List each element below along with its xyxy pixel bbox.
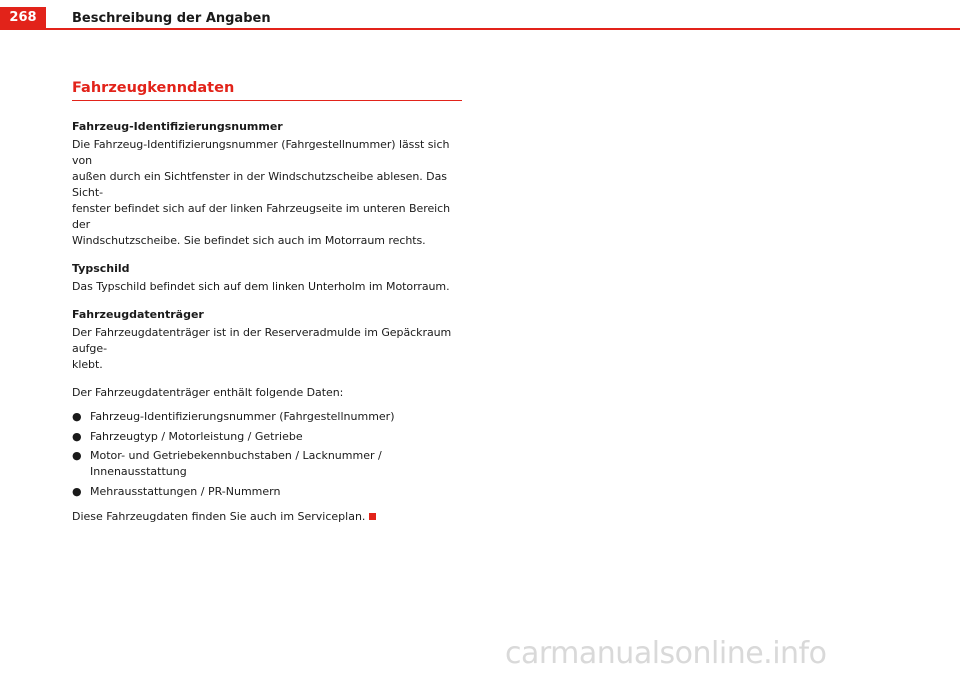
datentraeger-paragraph <box>72 325 462 373</box>
bullet-icon: ● <box>72 429 82 443</box>
bullet-icon: ● <box>72 484 82 498</box>
vin-paragraph <box>72 137 462 249</box>
bullet-icon: ● <box>72 410 82 423</box>
watermark: carmanualsonline.info <box>505 636 827 671</box>
datentraeger-line: Der Fahrzeugdatenträger ist in der Reserveradmulde im Gepäckraum aufge- <box>72 326 452 355</box>
list-item-text: Fahrzeugtyp / Motorleistung / Getriebe <box>90 429 303 443</box>
closing-text: Diese Fahrzeugdaten finden Sie auch im Serviceplan. <box>72 509 366 523</box>
list-item <box>72 448 462 480</box>
list-item-text: Motor- und Getriebekennbuchstaben / Lacknummer / Innenausstattung <box>90 449 382 478</box>
vin-line: außen durch ein Sichtfenster in der Windschutzscheibe ablesen. Das Sicht- <box>72 170 447 199</box>
vin-line: Windschutzscheibe. Sie befindet sich auch im Motorraum rechts. <box>72 234 426 247</box>
list-item-text: Mehrausstattungen / PR-Nummern <box>90 484 281 498</box>
section-title: Fahrzeugkenndaten <box>72 78 462 101</box>
vin-line: Die Fahrzeug-Identifizierungsnummer (Fahrgestellnummer) lässt sich von <box>72 138 450 167</box>
datentraeger-line: klebt. <box>72 358 103 371</box>
data-bullet-list <box>72 409 462 500</box>
main-content <box>72 78 462 525</box>
bullet-icon: ● <box>72 449 82 462</box>
datentraeger-heading: Fahrzeugdatenträger <box>72 308 204 321</box>
end-of-section-icon <box>369 513 376 520</box>
block-datentraeger <box>72 307 462 373</box>
list-item-text: Fahrzeug-Identifizierungsnummer (Fahrgestellnummer) <box>90 410 395 423</box>
list-item <box>72 429 462 445</box>
typschild-paragraph <box>72 279 462 295</box>
vin-heading: Fahrzeug-Identifizierungsnummer <box>72 120 283 133</box>
typschild-heading: Typschild <box>72 262 130 275</box>
vin-line: fenster befindet sich auf der linken Fahrzeugseite im unteren Bereich der <box>72 202 451 231</box>
typschild-line: Das Typschild befindet sich auf dem linken Unterholm im Motorraum. <box>72 280 450 293</box>
header-divider <box>0 28 960 30</box>
block-vin <box>72 119 462 249</box>
block-typschild <box>72 261 462 295</box>
page-number-badge: 268 <box>0 7 46 29</box>
header-title: Beschreibung der Angaben <box>72 11 271 26</box>
bullet-intro: Der Fahrzeugdatenträger enthält folgende Daten: <box>72 386 344 399</box>
list-item <box>72 484 462 500</box>
closing-paragraph <box>72 509 462 525</box>
page-header <box>0 0 960 30</box>
list-item <box>72 409 462 425</box>
